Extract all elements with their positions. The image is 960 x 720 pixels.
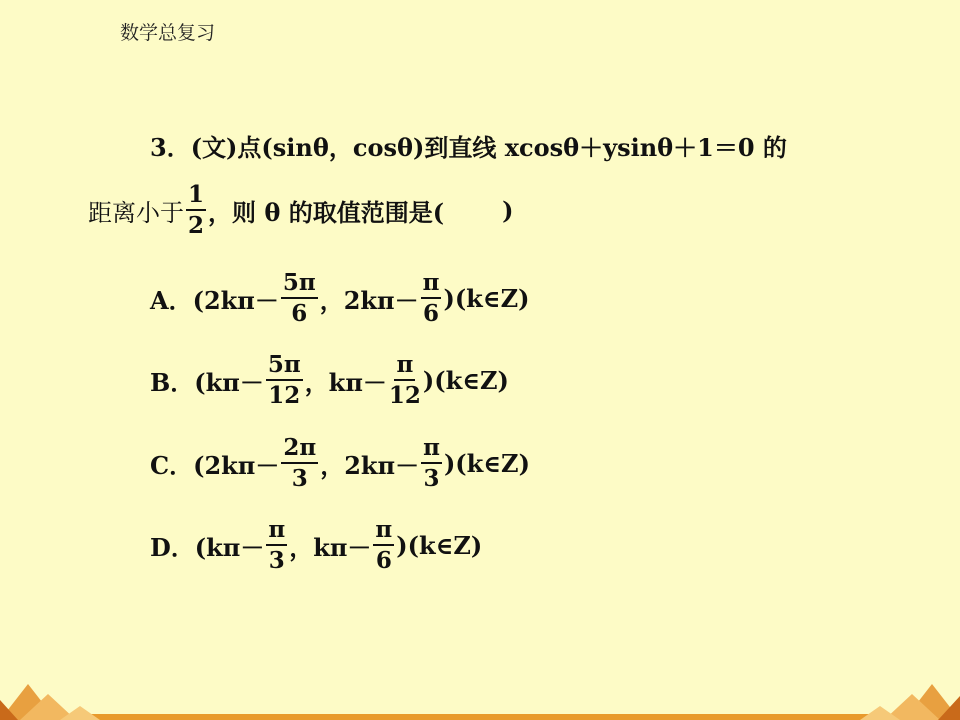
option-b-mid: ，kπ－ bbox=[304, 367, 387, 397]
option-b bbox=[150, 353, 509, 407]
option-c-f2-num: π bbox=[421, 436, 442, 464]
option-b-prefix: B．(kπ－ bbox=[150, 367, 264, 397]
option-c-f1-num: 2π bbox=[281, 436, 318, 464]
option-a-suffix: )(k∈Z) bbox=[443, 283, 530, 313]
option-a-f2-num: π bbox=[421, 271, 442, 299]
question-text-1: 3．(文)点(sinθ，cosθ)到直线 xcosθ＋ysinθ＋1＝0 的 bbox=[150, 133, 787, 162]
option-c-prefix: C．(2kπ－ bbox=[150, 450, 280, 480]
option-a-f2-den: 6 bbox=[423, 300, 440, 327]
fraction-one-half bbox=[186, 183, 206, 237]
left-corner-decoration bbox=[0, 670, 110, 720]
option-c-suffix: )(k∈Z) bbox=[443, 448, 530, 478]
option-a-mid: ，2kπ－ bbox=[319, 285, 419, 315]
option-d-f1-den: 3 bbox=[268, 547, 285, 574]
option-a-prefix: A．(2kπ－ bbox=[150, 285, 279, 315]
option-c-mid: ，2kπ－ bbox=[320, 450, 420, 480]
question-text-2a: 距离小于 bbox=[88, 198, 184, 227]
option-b-fraction-2 bbox=[389, 353, 421, 407]
option-d-suffix: )(k∈Z) bbox=[396, 530, 483, 560]
option-c-fraction-1 bbox=[281, 436, 318, 490]
option-d bbox=[150, 518, 482, 572]
option-d-fraction-1 bbox=[266, 518, 287, 572]
option-a-f1-num: 5π bbox=[281, 271, 318, 299]
option-c bbox=[150, 436, 530, 490]
question-line-2 bbox=[88, 183, 513, 237]
option-b-f1-den: 12 bbox=[268, 382, 301, 409]
question-line-1 bbox=[150, 128, 787, 163]
option-d-f2-num: π bbox=[373, 518, 394, 546]
option-b-f2-num: π bbox=[394, 353, 415, 381]
option-d-f1-num: π bbox=[266, 518, 287, 546]
question-text-2b: ，则 θ 的取值范围是( bbox=[208, 197, 445, 227]
option-b-f2-den: 12 bbox=[388, 382, 421, 409]
option-d-prefix: D．(kπ－ bbox=[150, 532, 265, 562]
right-corner-decoration bbox=[850, 670, 960, 720]
option-a-f1-den: 6 bbox=[291, 300, 308, 327]
option-d-f2-den: 6 bbox=[375, 547, 392, 574]
option-b-fraction-1 bbox=[266, 353, 303, 407]
option-c-f1-den: 3 bbox=[291, 465, 308, 492]
option-b-suffix: )(k∈Z) bbox=[422, 365, 509, 395]
option-d-mid: ，kπ－ bbox=[289, 532, 372, 562]
question-text-2c: ) bbox=[502, 195, 514, 225]
fraction-numerator: 1 bbox=[186, 183, 206, 211]
option-a-fraction-1 bbox=[281, 271, 318, 325]
option-c-fraction-2 bbox=[421, 436, 442, 490]
option-b-f1-num: 5π bbox=[266, 353, 303, 381]
bottom-accent-bar bbox=[0, 714, 960, 720]
option-c-f2-den: 3 bbox=[423, 465, 440, 492]
fraction-denominator: 2 bbox=[188, 212, 205, 239]
page-header-title: 数学总复习 bbox=[120, 22, 216, 44]
option-d-fraction-2 bbox=[373, 518, 394, 572]
option-a-fraction-2 bbox=[421, 271, 442, 325]
option-a bbox=[150, 271, 529, 325]
